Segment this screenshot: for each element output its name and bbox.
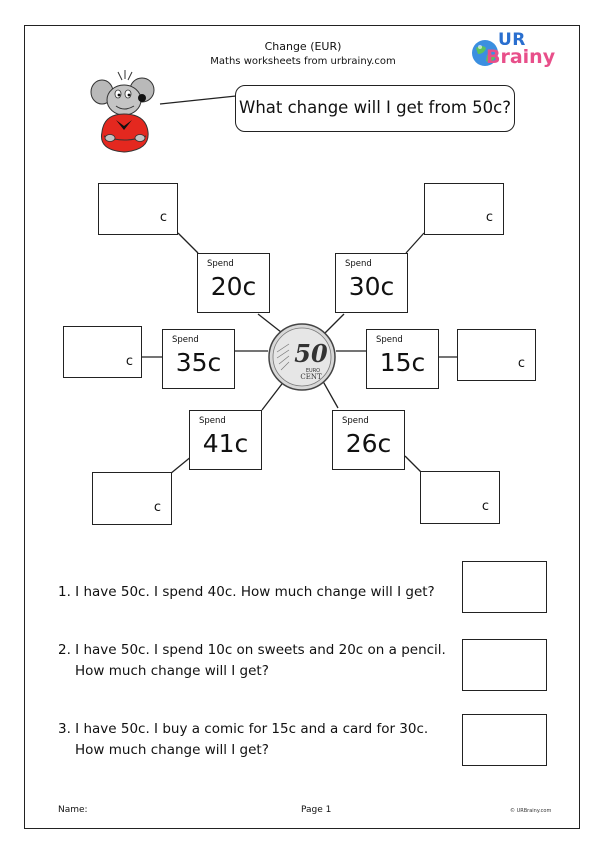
answer-unit: c [485, 210, 493, 225]
answer-box-3[interactable] [63, 326, 142, 378]
spend-amount: 35c [175, 348, 222, 377]
coin-euro-label: EURO [305, 368, 321, 374]
fifty-cent-coin-icon [267, 322, 337, 392]
spend-amount: 20c [210, 272, 257, 301]
speech-bubble [235, 85, 515, 132]
spend-label: Spend [342, 416, 369, 426]
answer-box-2[interactable] [424, 183, 504, 235]
answer-box-1[interactable] [98, 183, 178, 235]
spend-label: Spend [172, 335, 199, 345]
answer-unit: c [159, 210, 167, 225]
question-1 [58, 582, 435, 603]
spend-box-2 [335, 253, 408, 313]
spend-box-4 [366, 329, 439, 389]
question-3-answer-box[interactable] [462, 714, 547, 766]
worksheet-subtitle: Maths worksheets from urbrainy.com [210, 56, 396, 67]
question-line: How much change will I get? [75, 742, 269, 758]
spend-label: Spend [199, 416, 226, 426]
question-3 [58, 719, 428, 761]
speech-bubble-text: What change will I get from 50c? [239, 98, 511, 117]
spend-label: Spend [345, 259, 372, 269]
answer-box-4[interactable] [457, 329, 536, 381]
answer-unit: c [517, 356, 525, 371]
spend-label: Spend [376, 335, 403, 345]
spend-box-6 [332, 410, 405, 470]
logo-brainy-text: Brainy [486, 46, 556, 68]
name-label: Name: [58, 805, 88, 815]
coin-cent-label: CENT [300, 373, 322, 381]
coin-value: 50 [294, 339, 328, 368]
question-line: How much change will I get? [75, 663, 269, 679]
question-2 [58, 640, 446, 682]
question-1-answer-box[interactable] [462, 561, 547, 613]
page-number: Page 1 [301, 805, 332, 815]
spend-box-3 [162, 329, 235, 389]
spend-amount: 41c [202, 429, 249, 458]
answer-unit: c [153, 500, 161, 515]
spend-box-5 [189, 410, 262, 470]
question-line: 1. I have 50c. I spend 40c. How much change will I get? [58, 584, 435, 600]
answer-box-6[interactable] [420, 471, 500, 524]
spend-amount: 30c [348, 272, 395, 301]
spend-label: Spend [207, 259, 234, 269]
question-line: 2. I have 50c. I spend 10c on sweets and 20c on a pencil. [58, 642, 446, 658]
answer-unit: c [125, 354, 133, 369]
logo-ur-text: UR [498, 30, 526, 50]
answer-unit: c [481, 499, 489, 514]
question-2-answer-box[interactable] [462, 639, 547, 691]
copyright-text: © URBrainy.com [510, 808, 552, 814]
worksheet-title: Change (EUR) [264, 40, 342, 53]
question-line: 3. I have 50c. I buy a comic for 15c and a card for 30c. [58, 721, 429, 737]
spend-amount: 15c [379, 348, 426, 377]
spend-amount: 26c [345, 429, 392, 458]
spend-box-1 [197, 253, 270, 313]
answer-box-5[interactable] [92, 472, 172, 525]
